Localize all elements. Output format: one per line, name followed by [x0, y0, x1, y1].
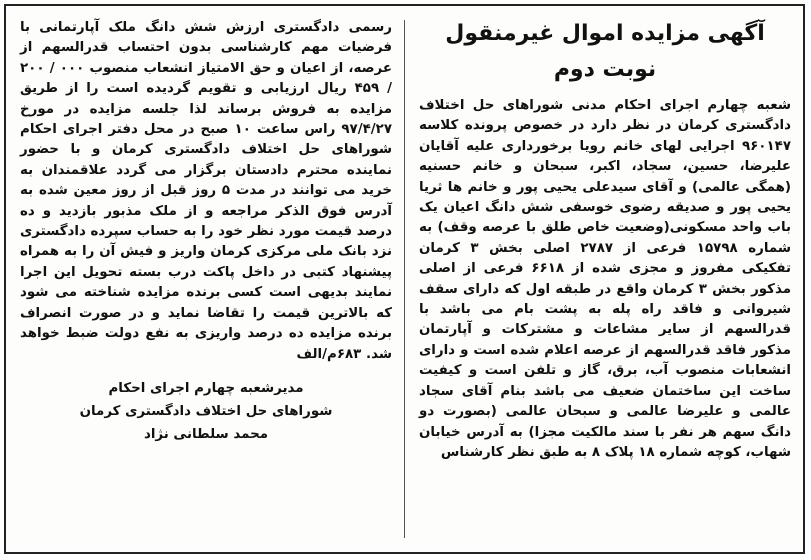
signature-block [20, 377, 392, 446]
notice-body-left: رسمی دادگستری ارزش شش دانگ ملک آپارتمانی با فرضیات مهم کارشناسی بدون احتساب قدرالسهم از عرصه، از اعیان و حق الامتیاز انشعاب منصوب ۰۰۰ / ۲۰۰ / ۴۵۹ ریال ارزیابی و تقویم گردیده است را از طریق مزایده به فروش برساند لذا جلسه مزایده در مورخ ۹۷/۴/۲۷ راس ساعت ۱۰ صبح در محل دفتر اجرای احکام شوراهای حل اختلاف دادگستری کرمان و با حضور نماینده محترم دادستان برگزار می گردد علاقمندان به خرید می توانند در مدت ۵ روز قبل از روز معین شده به آدرس فوق الذکر مراجعه و از ملک مذبور بازدید و ده درصد قیمت مورد نظر خود را به حساب سپرده دادگستری نزد بانک ملی مرکزی کرمان واریز و فیش آن را به همراه پیشنهاد کتبی در داخل پاکت درب بسته تحویل این اجرا نمایند بدیهی است کسی برنده مزایده شناخته می شود که بالاترین قیمت را تقاضا نماید و در صورت انصراف برنده مزایده ده درصد واریزی به نفع دولت ضبط خواهد شد. ۶۸۳م/الف [20, 20, 392, 362]
column-divider [404, 20, 405, 538]
notice-body-right: شعبه چهارم اجرای احکام مدنی شوراهای حل اختلاف دادگستری کرمان در نظر دارد در خصوص پرونده کلاسه ۹۶۰۱۴۷ اجرایی لهای خانم رویا برخورداری علیه آقایان علیرضا، حسین، سجاد، اکبر، سبحان و خانم حسنیه (همگی عالمی) و آقای سیدعلی یحیی پور و خانم ها ثریا یحیی پور و صدیقه رضوی خوسفی شش دانگ اعیان یک باب واحد مسکونی(وضعیت خاص طلق با عرصه وقف) به شماره ۱۵۷۹۸ فرعی از ۲۷۸۷ اصلی بخش ۳ کرمان تفکیکی مفروز و مجزی شده از ۶۶۱۸ فرعی از اصلی مذکور بخش ۳ کرمان واقع در طبقه اول که دارای سقف شیروانی و فاقد راه پله به پشت بام می باشد با قدرالسهم از سایر مشاعات و مشترکات و آپارتمان مذکور فاقد قدرالسهم از عرصه اعلام شده است و دارای انشعابات منصوب آب، برق، گاز و تلفن است و کیفیت ساخت این ساختمان ضعیف می باشد بنام آقای سجاد عالمی و علیرضا عالمی و سبحان عالمی (بصورت دو دانگ سهم هر نفر با سند مالکیت مجزا) به آدرس خیابان شهاب، کوچه شماره ۱۸ پلاک ۸ به طبق نظر کارشناس [419, 98, 791, 460]
notice-frame [4, 4, 805, 554]
signature-name: محمد سلطانی نژاد [143, 426, 269, 442]
signature-title: مدیرشعبه چهارم اجرای احکام [108, 380, 304, 396]
notice-title: آگهی مزایده اموال غیرمنقول نوبت دوم [445, 21, 765, 82]
signature-office: شوراهای حل اختلاف دادگستری کرمان [79, 403, 333, 419]
notice-right-column [419, 16, 791, 463]
notice-left-column [20, 18, 392, 446]
